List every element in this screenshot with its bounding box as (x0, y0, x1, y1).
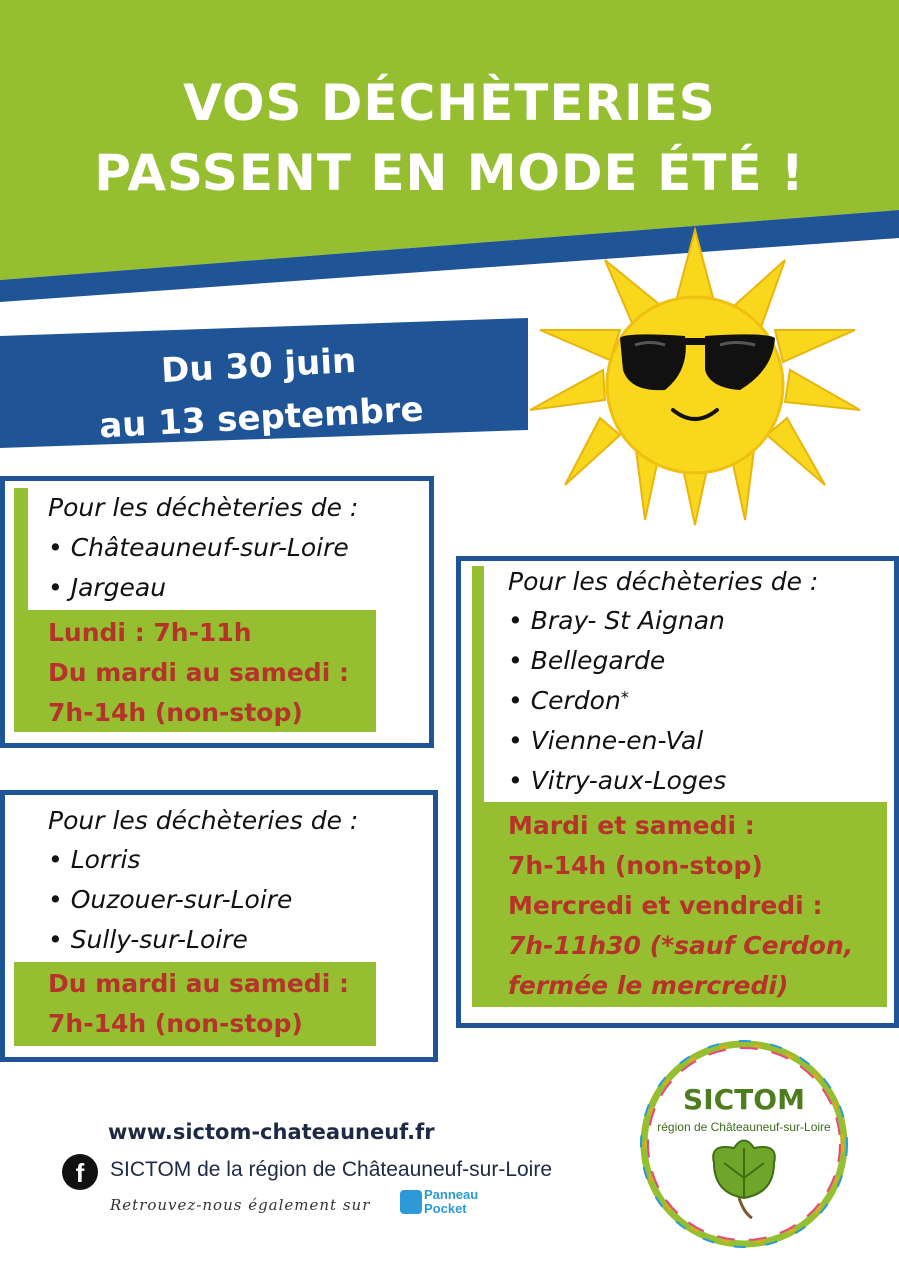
box2-item-1: • Lorris (48, 845, 141, 874)
pocket-word: Pocket (424, 1201, 467, 1216)
date-range (68, 330, 453, 454)
box3-green-bar (472, 566, 484, 806)
box2-hours (48, 964, 349, 1044)
box3-item-3-row (508, 686, 629, 715)
box3-item-3: • Cerdon (508, 686, 621, 715)
box1-title: Pour les déchèteries de : (48, 493, 359, 522)
date-line-1: Du 30 juin (160, 340, 358, 392)
box2-item-3: • Sully-sur-Loire (48, 925, 248, 954)
title-line-1: VOS DÉCHÈTERIES (183, 74, 716, 132)
box2-hours-line-1: Du mardi au samedi : (48, 969, 349, 998)
box3-item-2: • Bellegarde (508, 646, 666, 675)
sictom-logo (638, 1038, 850, 1250)
logo-name: SICTOM (683, 1083, 805, 1116)
box3-title: Pour les déchèteries de : (508, 567, 819, 596)
box3-hours-line-4: 7h-11h30 (*sauf Cerdon, (508, 931, 854, 960)
sun-with-sunglasses-icon (525, 220, 865, 530)
box3-hours (508, 806, 853, 1006)
box1-hours-line-3: 7h-14h (non-stop) (48, 698, 303, 727)
facebook-page-name: SICTOM de la région de Châteauneuf-sur-Loire (110, 1158, 553, 1181)
box1-item-2: • Jargeau (48, 573, 167, 602)
panneau-pocket-icon (400, 1190, 422, 1214)
title-line-2: PASSENT EN MODE ÉTÉ ! (94, 144, 805, 202)
cerdon-asterisk: * (620, 687, 629, 707)
box2-title: Pour les déchèteries de : (48, 806, 359, 835)
page-title (0, 68, 899, 208)
box3-item-5: • Vitry-aux-Loges (508, 766, 727, 795)
box2-hours-line-2: 7h-14h (non-stop) (48, 1009, 303, 1038)
box3-hours-line-3: Mercredi et vendredi : (508, 891, 823, 920)
panneau-word: Panneau (424, 1187, 479, 1202)
box1-item-1: • Châteauneuf-sur-Loire (48, 533, 349, 562)
box3-item-4: • Vienne-en-Val (508, 726, 704, 755)
facebook-icon[interactable]: f (62, 1154, 98, 1190)
date-line-2: au 13 septembre (98, 389, 425, 447)
box3-hours-line-2: 7h-14h (non-stop) (508, 851, 763, 880)
website-link[interactable]: www.sictom-chateauneuf.fr (108, 1120, 435, 1144)
box3-hours-line-1: Mardi et samedi : (508, 811, 755, 840)
box1-green-bar (14, 488, 28, 616)
box3-hours-line-5: fermée le mercredi) (508, 971, 789, 1000)
box2-item-2: • Ouzouer-sur-Loire (48, 885, 293, 914)
box1-hours (48, 613, 349, 733)
retrouvez-text: Retrouvez-nous également sur (110, 1196, 371, 1214)
panneau-pocket-label[interactable] (424, 1188, 478, 1216)
box1-hours-line-1: Lundi : 7h-11h (48, 618, 252, 647)
logo-subtitle: région de Châteauneuf-sur-Loire (657, 1120, 831, 1134)
box3-item-1: • Bray- St Aignan (508, 606, 725, 635)
box1-hours-line-2: Du mardi au samedi : (48, 658, 349, 687)
